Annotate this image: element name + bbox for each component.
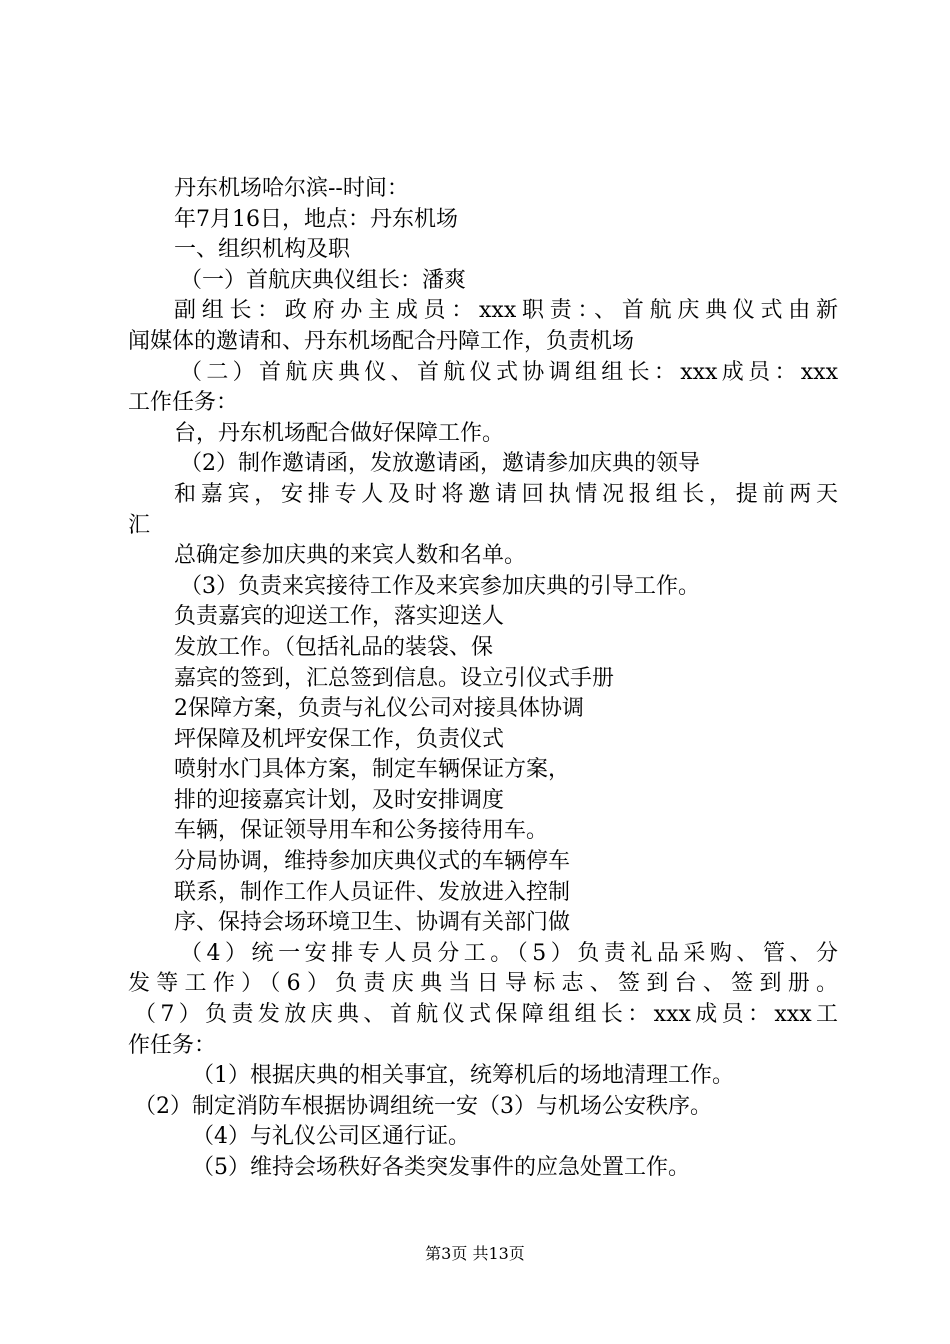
- text-line: 台，丹东机场配合做好保障工作。: [174, 420, 505, 446]
- text-line: 2保障方案，负责与礼仪公司对接具体协调: [174, 696, 584, 722]
- text-line: 分局协调，维持参加庆典仪式的车辆停车: [174, 849, 571, 875]
- text-line: 副组长：政府办主成员：xxx职责：、首航庆典仪式由新: [174, 298, 838, 324]
- text-line: 嘉宾的签到，汇总签到信息。设立引仪式手册: [174, 665, 615, 691]
- text-line: 联系，制作工作人员证件、发放进入控制: [174, 879, 571, 905]
- text-line: 负责嘉宾的迎送工作，落实迎送人: [174, 604, 505, 630]
- text-line: （二）首航庆典仪、首航仪式协调组组长：xxx成员：xxx: [180, 359, 838, 385]
- text-line: 闻媒体的邀请和、丹东机场配合丹障工作，负责机场: [128, 328, 635, 354]
- text-line: （5）维持会场秩好各类突发事件的应急处置工作。: [192, 1155, 690, 1180]
- text-line: （7）负责发放庆典、首航仪式保障组组长：xxx成员：xxx工: [134, 1002, 838, 1028]
- text-line: （一）首航庆典仪组长：潘爽: [180, 267, 467, 293]
- text-line: 作任务：: [128, 1032, 217, 1058]
- text-line: 和嘉宾，安排专人及时将邀请回执情况报组长，提前两天: [174, 481, 838, 507]
- text-line: （2）制定消防车根据协调组统一安（3）与机场公安秩序。: [134, 1093, 712, 1119]
- text-line: （2）制作邀请函，发放邀请函，邀请参加庆典的领导: [180, 451, 700, 477]
- text-line: 发等工作）（6）负责庆典当日导标志、签到台、签到册。: [128, 971, 838, 997]
- text-line: 排的迎接嘉宾计划，及时安排调度: [174, 787, 505, 813]
- text-line: 工作任务：: [128, 390, 239, 416]
- text-line: 丹东机场哈尔滨--时间：: [174, 176, 409, 201]
- text-line: 车辆，保证领导用车和公务接待用车。: [174, 818, 549, 844]
- text-line: 汇: [128, 512, 151, 538]
- text-line: 发放工作。（包括礼品的装袋、保: [174, 634, 494, 660]
- text-line: （4）与礼仪公司区通行证。: [192, 1124, 470, 1150]
- text-line: 年7月16日，地点：丹东机场: [174, 206, 458, 232]
- text-line: 一、组织机构及职: [174, 237, 351, 263]
- text-line: （4）统一安排专人员分工。（5）负责礼品采购、管、分: [180, 940, 838, 966]
- document-body: [128, 174, 838, 1184]
- text-line: （1）根据庆典的相关事宜，统筹机后的场地清理工作。: [192, 1063, 734, 1089]
- text-line: （3）负责来宾接待工作及来宾参加庆典的引导工作。: [180, 573, 700, 599]
- text-line: 序、保持会场环境卫生、协调有关部门做: [174, 910, 571, 936]
- text-line: 总确定参加庆典的来宾人数和名单。: [174, 543, 527, 569]
- page-number-footer: 第3页 共13页: [425, 1244, 525, 1263]
- text-line: 喷射水门具体方案，制定车辆保证方案，: [174, 757, 571, 783]
- text-line: 坪保障及机坪安保工作，负责仪式: [174, 726, 505, 752]
